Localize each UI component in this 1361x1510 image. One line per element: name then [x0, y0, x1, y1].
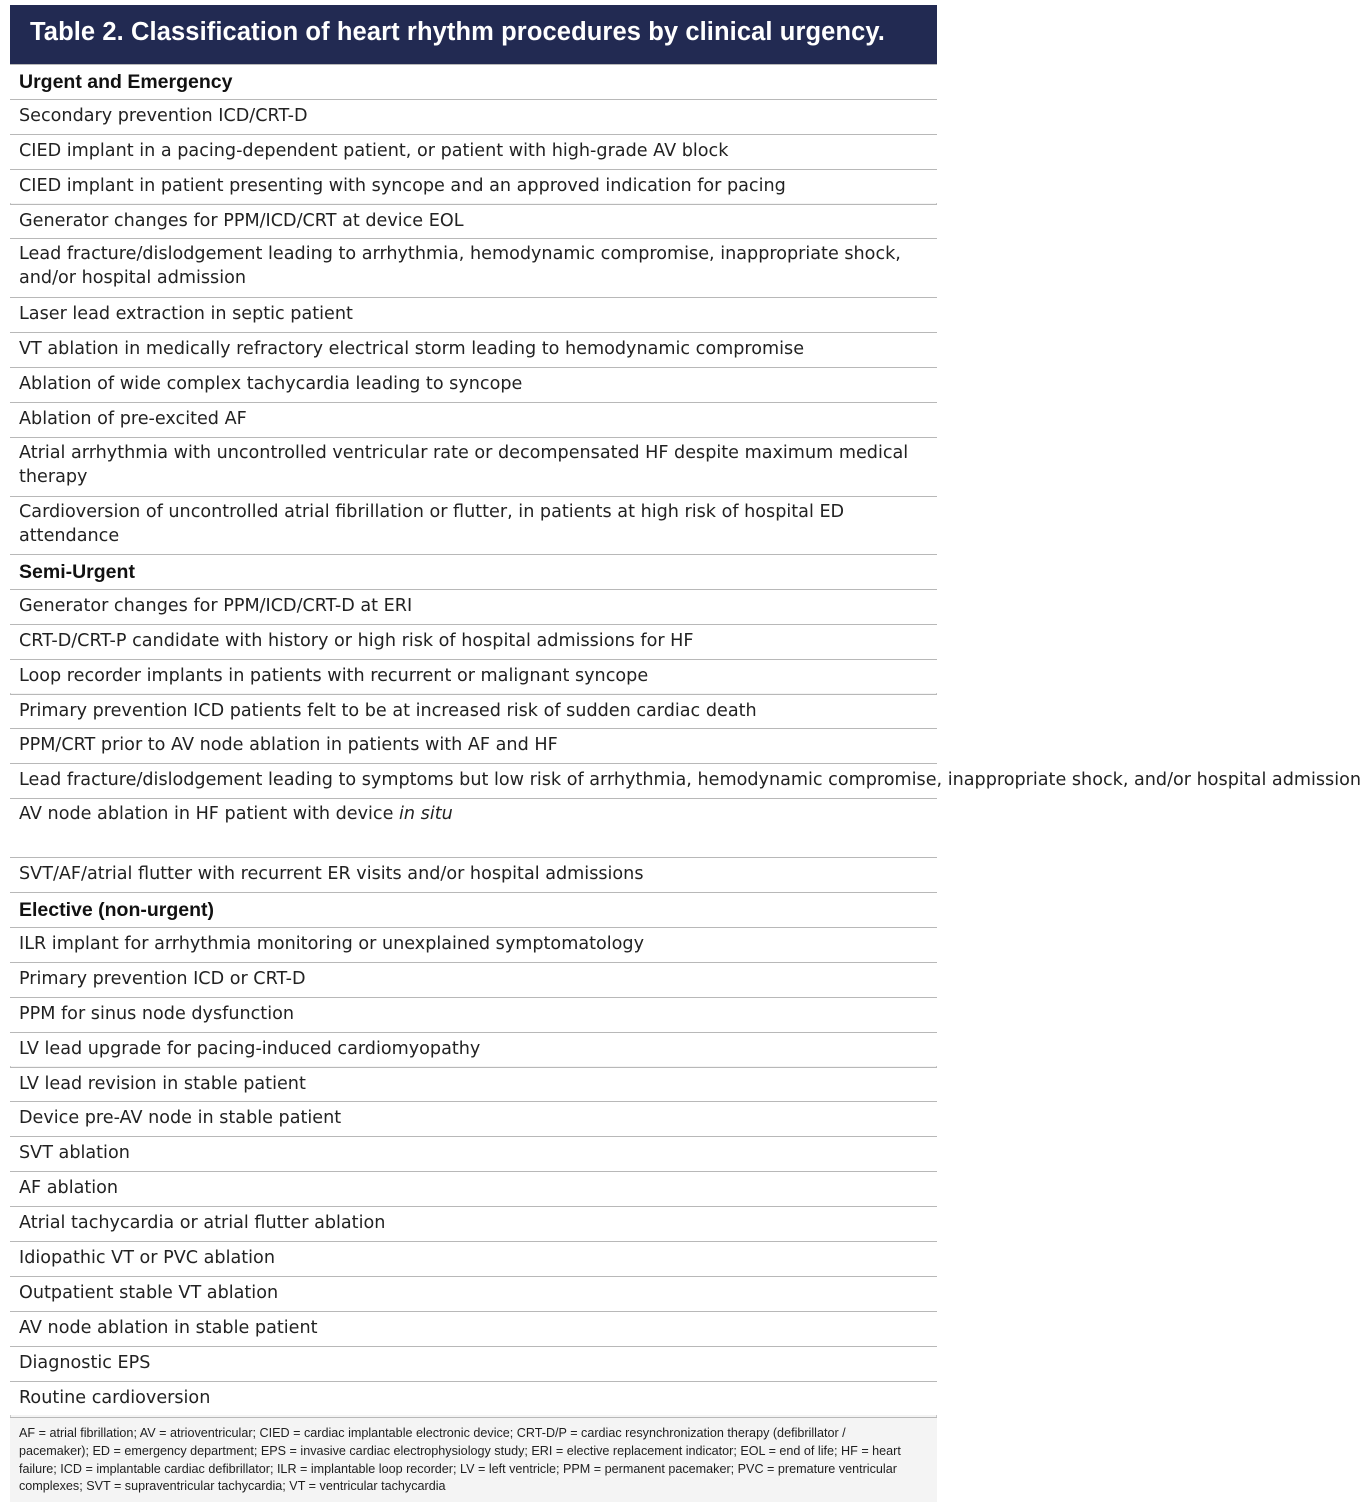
procedure-text: [19, 1142, 917, 1166]
row-text: Laser lead extraction in septic patient: [19, 304, 353, 325]
procedure-text: [19, 1177, 917, 1201]
row-text: CIED implant in patient presenting with syncope and an approved indication for pacing: [19, 175, 786, 196]
row-text: LV lead revision in stable patient: [19, 1073, 306, 1094]
table-row: [10, 1241, 937, 1276]
table-row: [10, 659, 937, 694]
procedure-text: [19, 933, 917, 957]
table-row: [10, 297, 937, 332]
procedure-text: [19, 501, 917, 548]
procedure-text: [19, 1038, 917, 1062]
row-text: Atrial tachycardia or atrial flutter ablation: [19, 1213, 386, 1234]
row-text: CIED implant in a pacing-dependent patient, or patient with high-grade AV block: [19, 140, 729, 161]
table-row: [10, 927, 937, 962]
table-row: [10, 1101, 937, 1136]
table-row: [10, 402, 937, 437]
table-row: [10, 1346, 937, 1381]
procedure-text: [19, 1387, 917, 1411]
procedure-text: [19, 1247, 917, 1271]
row-text: Ablation of wide complex tachycardia leading to syncope: [19, 374, 523, 395]
table-row: [10, 367, 937, 402]
procedure-text: [19, 595, 917, 619]
table-row: [10, 437, 937, 496]
row-text: Primary prevention ICD or CRT-D: [19, 968, 306, 989]
table-row: [10, 1067, 937, 1102]
row-text: Cardioversion of uncontrolled atrial fibrillation or flutter, in patients at high risk of hospital ED attendance: [19, 502, 845, 546]
table-row: [10, 997, 937, 1032]
table-row: [10, 1381, 937, 1416]
table-row: [10, 728, 937, 763]
procedure-text: [19, 303, 917, 327]
category-header-row: [10, 554, 937, 589]
procedure-text: [19, 630, 917, 654]
procedure-text: [19, 210, 917, 234]
table-row: [10, 169, 937, 204]
row-text: Routine cardioversion: [19, 1387, 211, 1408]
table-row: [10, 589, 937, 624]
row-text: Lead fracture/dislodgement leading to symptoms but low risk of arrhythmia, hemodynamic compromise, inappropriate shock, and/or hospital admission: [19, 770, 1361, 791]
table-row: [10, 1311, 937, 1346]
row-text: PPM for sinus node dysfunction: [19, 1003, 295, 1024]
procedure-text: [19, 734, 917, 758]
row-text: Lead fracture/dislodgement leading to arrhythmia, hemodynamic compromise, inappropriate shock, and/or hospital admission: [19, 244, 901, 288]
procedure-text: [19, 373, 917, 397]
row-text: AV node ablation in HF patient with device: [19, 804, 400, 825]
procedure-text: [19, 1212, 917, 1236]
table-row: [10, 798, 937, 857]
procedure-text: [19, 863, 917, 887]
row-text: Loop recorder implants in patients with recurrent or malignant syncope: [19, 665, 649, 686]
procedure-text: [19, 1073, 917, 1097]
table-title: Table 2. Classification of heart rhythm procedures by clinical urgency.: [30, 18, 885, 46]
category-label: [19, 899, 917, 923]
table-row: [10, 857, 937, 892]
procedure-text: [19, 1282, 917, 1306]
category-header-row: [10, 892, 937, 927]
row-text: AV node ablation in stable patient: [19, 1317, 318, 1338]
row-text: Outpatient stable VT ablation: [19, 1282, 279, 1303]
procedure-text: [19, 175, 917, 199]
procedure-text: [19, 442, 917, 489]
row-text: SVT/AF/atrial flutter with recurrent ER visits and/or hospital admissions: [19, 864, 644, 885]
row-text: CRT-D/CRT-P candidate with history or high risk of hospital admissions for HF: [19, 630, 694, 651]
table-row: [10, 204, 937, 239]
procedure-text: [19, 1003, 917, 1027]
table-row: [10, 496, 937, 554]
row-text: Secondary prevention ICD/CRT-D: [19, 105, 308, 126]
table-row: [10, 763, 1361, 798]
table-row: [10, 1032, 937, 1067]
procedure-text: [19, 968, 917, 992]
procedure-text: [19, 105, 917, 129]
table-row: [10, 1136, 937, 1171]
table-row: [10, 1206, 937, 1241]
row-text: LV lead upgrade for pacing-induced cardiomyopathy: [19, 1038, 481, 1059]
row-text: Generator changes for PPM/ICD/CRT-D at ERI: [19, 595, 413, 616]
row-text: Urgent and Emergency: [19, 71, 233, 93]
row-text: Primary prevention ICD patients felt to be at increased risk of sudden cardiac death: [19, 700, 757, 721]
procedure-text: [19, 140, 917, 164]
procedure-text: [19, 408, 917, 432]
row-text: Idiopathic VT or PVC ablation: [19, 1248, 275, 1268]
row-text: Device pre-AV node in stable patient: [19, 1108, 342, 1129]
procedure-text: [19, 1352, 917, 1376]
row-text: Elective (non-urgent): [19, 899, 215, 922]
row-text: Diagnostic EPS: [19, 1352, 151, 1373]
category-header-row: [10, 64, 937, 99]
table-row: [10, 238, 937, 297]
table-row: [10, 134, 937, 169]
table-row: [10, 1276, 937, 1311]
procedure-text: [19, 803, 917, 827]
row-text: PPM/CRT prior to AV node ablation in patients with AF and HF: [19, 735, 558, 756]
row-text: Semi-Urgent: [19, 561, 135, 583]
row-text-italic: in situ: [399, 804, 453, 825]
procedure-text: [19, 338, 917, 362]
row-text: VT ablation in medically refractory electrical storm leading to hemodynamic compromise: [19, 339, 805, 360]
table-row: [10, 694, 937, 729]
table-row: [10, 332, 937, 367]
row-text: Generator changes for PPM/ICD/CRT at device EOL: [19, 210, 464, 231]
procedure-text: [19, 700, 917, 724]
row-text: ILR implant for arrhythmia monitoring or unexplained symptomatology: [19, 933, 645, 954]
row-text: Atrial arrhythmia with uncontrolled ventricular rate or decompensated HF despite maximum medical therapy: [19, 443, 909, 487]
abbreviations-footnote: AF = atrial fibrillation; AV = atrioventricular; CIED = cardiac implantable electronic device; CRT-D/P = cardiac resynchronization therapy (defibrillator / pacemaker); ED = emergency department; EPS = invasive cardiac electrophysiology study; ERI = elective replacement indicator; EOL = end of life; HF = heart failure; ICD = implantable cardiac defibrillator; ILR = implantable loop recorder; LV = left ventricle; PPM = permanent pacemaker; PVC = premature ventricular complexes; SVT = supraventricular tachycardia; VT = ventricular tachycardia: [19, 1426, 901, 1494]
row-text: AF ablation: [19, 1178, 119, 1199]
row-text: Ablation of pre-excited AF: [19, 409, 247, 430]
procedure-text: [19, 665, 917, 689]
row-text: SVT ablation: [19, 1143, 130, 1164]
table-row: [10, 624, 937, 659]
procedure-text: [19, 769, 1361, 793]
table-row: [10, 1171, 937, 1206]
procedure-text: [19, 1107, 917, 1131]
table-footnote: [10, 1417, 937, 1502]
procedure-text: [19, 1317, 917, 1341]
table-title-bar: [10, 5, 937, 64]
procedure-text: [19, 243, 917, 290]
category-label: [19, 561, 917, 585]
category-label: [19, 71, 917, 95]
table-row: [10, 99, 937, 134]
table-row: [10, 962, 937, 997]
